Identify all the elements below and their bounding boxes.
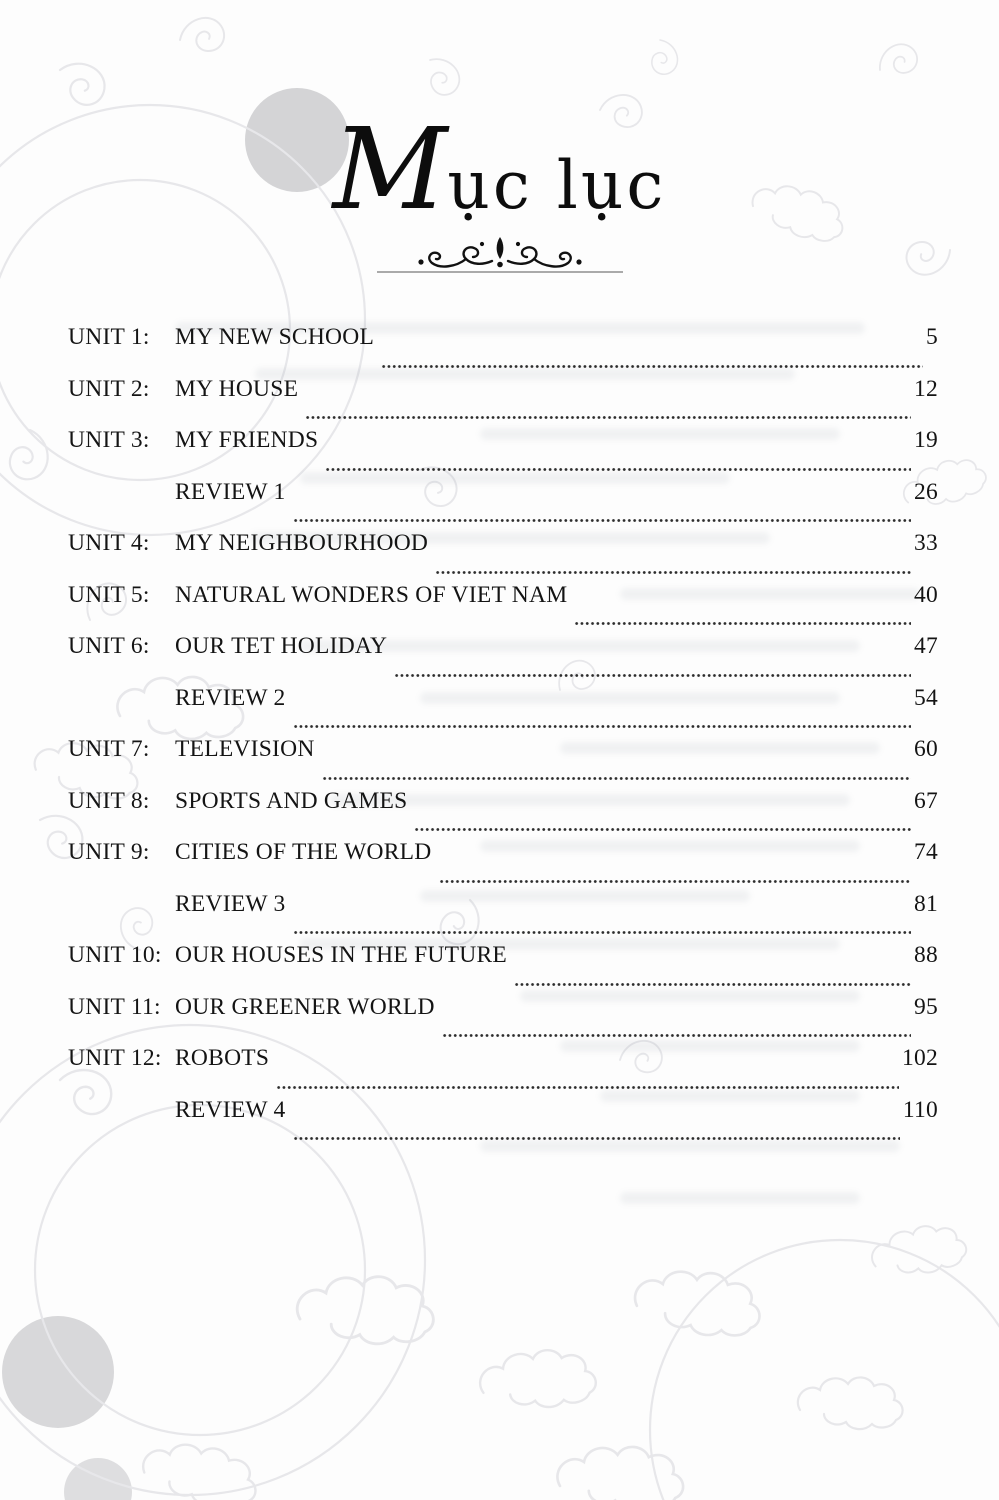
toc-entry-title: NATURAL WONDERS OF VIET NAM xyxy=(175,581,568,608)
toc-page-number: 47 xyxy=(914,633,938,659)
toc-dot-leader xyxy=(293,930,911,935)
toc-dot-leader xyxy=(276,1085,899,1090)
toc-dot-leader xyxy=(293,1136,900,1141)
toc-dot-leader xyxy=(394,673,911,678)
toc-page-number: 5 xyxy=(926,324,938,350)
toc-unit-label: UNIT 6: xyxy=(68,633,150,659)
toc-unit-label: UNIT 9: xyxy=(68,839,150,865)
toc-page-number: 102 xyxy=(902,1045,938,1071)
toc-entry-title: SPORTS AND GAMES xyxy=(175,787,408,814)
toc-row xyxy=(68,582,938,634)
toc-page-number: 88 xyxy=(914,942,938,968)
toc-row xyxy=(68,891,938,943)
toc-unit-label: UNIT 10: xyxy=(68,942,162,968)
toc-unit-label: UNIT 7: xyxy=(68,736,150,762)
toc-page-number: 74 xyxy=(914,839,938,865)
toc-entry-title: REVIEW 3 xyxy=(175,890,286,917)
toc-entry-title: MY NEW SCHOOL xyxy=(175,324,375,350)
toc-dot-leader xyxy=(381,364,923,369)
toc-page-number: 40 xyxy=(914,581,938,608)
toc-unit-label: UNIT 2: xyxy=(68,375,150,402)
toc-row xyxy=(68,839,938,891)
toc-dot-leader xyxy=(325,467,911,472)
toc-page-number: 67 xyxy=(914,787,938,814)
toc-unit-label: UNIT 12: xyxy=(68,1045,162,1071)
toc-row xyxy=(68,1045,938,1097)
toc-dot-leader xyxy=(442,1033,911,1038)
toc-row xyxy=(68,1097,938,1149)
toc-entry-title: REVIEW 2 xyxy=(175,684,286,711)
toc-row xyxy=(68,942,938,994)
toc-dot-leader xyxy=(293,724,911,729)
toc-row xyxy=(68,994,938,1046)
toc-row xyxy=(68,530,938,582)
toc-unit-label: UNIT 4: xyxy=(68,530,150,556)
toc-unit-label: UNIT 8: xyxy=(68,787,150,814)
toc-page-number: 60 xyxy=(914,736,938,762)
toc-entry-title: REVIEW 4 xyxy=(175,1096,286,1123)
toc-entry-title: REVIEW 1 xyxy=(175,478,286,505)
toc-row xyxy=(68,736,938,788)
toc-row xyxy=(68,376,938,428)
toc-row xyxy=(68,788,938,840)
toc-unit-label: UNIT 3: xyxy=(68,427,150,453)
toc-entry-title: OUR HOUSES IN THE FUTURE xyxy=(175,942,507,968)
toc-unit-label: UNIT 11: xyxy=(68,993,161,1020)
toc-page-number: 19 xyxy=(914,427,938,453)
toc-dot-leader xyxy=(322,776,911,781)
toc-entry-title: TELEVISION xyxy=(175,736,315,762)
toc-page-number: 12 xyxy=(914,375,938,402)
toc-row xyxy=(68,685,938,737)
flourish-ornament xyxy=(0,236,999,283)
title-block xyxy=(0,100,999,283)
toc-dot-leader xyxy=(574,621,911,626)
toc-dot-leader xyxy=(305,415,911,420)
toc-entry-title: MY NEIGHBOURHOOD xyxy=(175,530,429,556)
toc-row xyxy=(68,633,938,685)
toc-dot-leader xyxy=(439,879,911,884)
page-title: Mục lục xyxy=(332,105,667,235)
toc-page-number: 110 xyxy=(902,1096,938,1123)
toc-unit-label: UNIT 5: xyxy=(68,581,150,608)
toc-entry-title: ROBOTS xyxy=(175,1045,270,1071)
toc-page-number: 81 xyxy=(914,890,938,917)
toc-page-number: 95 xyxy=(914,993,938,1020)
toc-entry-title: MY HOUSE xyxy=(175,375,299,402)
toc-unit-label: UNIT 1: xyxy=(68,324,150,350)
toc-dot-leader xyxy=(435,570,911,575)
toc-entry-title: MY FRIENDS xyxy=(175,427,319,453)
toc-list xyxy=(68,324,938,1148)
toc-page-number: 26 xyxy=(914,478,938,505)
toc-page-number: 54 xyxy=(914,684,938,711)
toc-page-number: 33 xyxy=(914,530,938,556)
toc-entry-title: OUR TET HOLIDAY xyxy=(175,633,388,659)
toc-dot-leader xyxy=(293,518,911,523)
toc-row xyxy=(68,427,938,479)
toc-entry-title: OUR GREENER WORLD xyxy=(175,993,435,1020)
toc-entry-title: CITIES OF THE WORLD xyxy=(175,839,432,865)
toc-dot-leader xyxy=(414,827,911,832)
toc-dot-leader xyxy=(514,982,911,987)
toc-row xyxy=(68,479,938,531)
toc-row xyxy=(68,324,938,376)
